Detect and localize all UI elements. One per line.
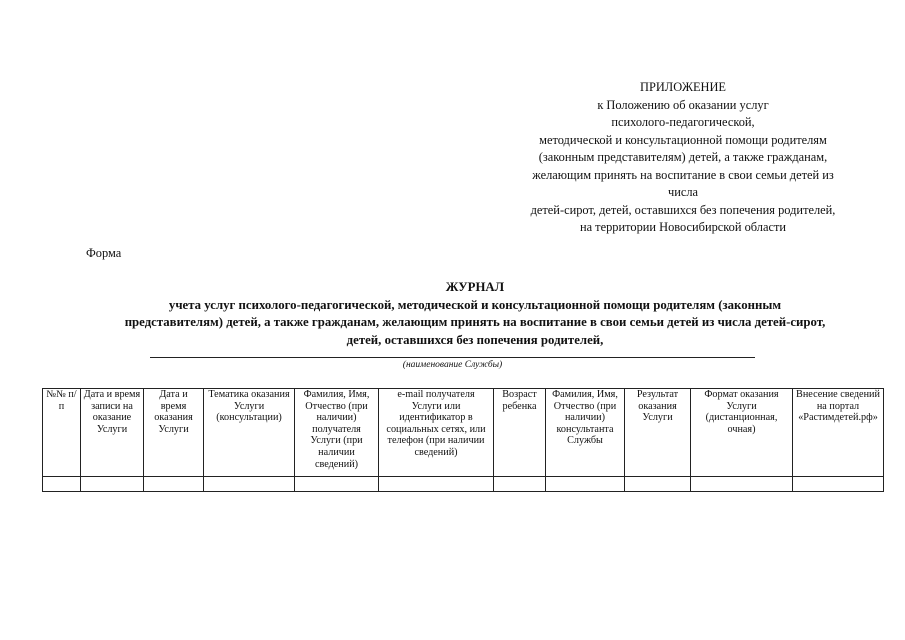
appendix-line: числа	[667, 185, 699, 199]
table-cell	[546, 477, 625, 492]
journal-heading: ЖУРНАЛ	[445, 280, 505, 294]
column-header-result: Результат оказания Услуги	[625, 389, 691, 477]
journal-title	[40, 279, 905, 349]
column-header-number: №№ п/п	[43, 389, 81, 477]
column-header-portal: Внесение сведений на портал «Растимдетей.рф»	[793, 389, 884, 477]
table-cell	[295, 477, 379, 492]
table-cell	[43, 477, 81, 492]
column-header-service-date: Дата и время оказания Услуги	[144, 389, 204, 477]
table-cell	[81, 477, 144, 492]
journal-subtitle-line: учета услуг психолого-педагогической, методической и консультационной помощи родителям (законным	[168, 297, 782, 312]
appendix-line: желающим принять на воспитание в свои семьи детей из	[532, 167, 834, 182]
column-header-recipient-name: Фамилия, Имя, Отчество (при наличии) получателя Услуги (при наличии сведений)	[295, 389, 379, 477]
column-header-contact: e-mail получателя Услуги или идентификатор в социальных сетях, или телефон (при наличии сведений)	[379, 389, 494, 477]
appendix-line: методической и консультационной помощи родителям	[539, 132, 827, 147]
table-row	[43, 477, 884, 492]
column-header-format: Формат оказания Услуги (дистанционная, очная)	[691, 389, 793, 477]
form-label: Форма	[86, 246, 122, 260]
appendix-line: к Положению об оказании услуг	[597, 97, 769, 112]
column-header-child-age: Возраст ребенка	[494, 389, 546, 477]
journal-subtitle-line: представителям) детей, а также гражданам, желающим принять на воспитание в свои семьи детей из числа детей-сирот,	[124, 315, 826, 329]
table-cell	[793, 477, 884, 492]
appendix-line: ПРИЛОЖЕНИЕ	[640, 80, 726, 94]
appendix-line: на территории Новосибирской области	[579, 220, 787, 234]
service-name-caption: (наименование Службы)	[402, 360, 503, 370]
table-header-row	[43, 389, 884, 477]
service-name-underline	[150, 357, 755, 358]
column-header-consultant-name: Фамилия, Имя, Отчество (при наличии) консультанта Службы	[546, 389, 625, 477]
table-cell	[625, 477, 691, 492]
table-cell	[494, 477, 546, 492]
table-cell	[204, 477, 295, 492]
table-cell	[379, 477, 494, 492]
journal-table	[42, 388, 884, 492]
column-header-record-date: Дата и время записи на оказание Услуги	[81, 389, 144, 477]
appendix-line: детей-сирот, детей, оставшихся без попечения родителей,	[530, 202, 836, 217]
appendix-line: (законным представителям) детей, а также гражданам,	[538, 150, 828, 164]
appendix-block	[470, 79, 896, 237]
appendix-line: психолого-педагогической,	[611, 115, 755, 129]
table-cell	[691, 477, 793, 492]
table-cell	[144, 477, 204, 492]
journal-subtitle-line: детей, оставшихся без попечения родителей,	[346, 332, 604, 347]
column-header-topic: Тематика оказания Услуги (консультации)	[204, 389, 295, 477]
